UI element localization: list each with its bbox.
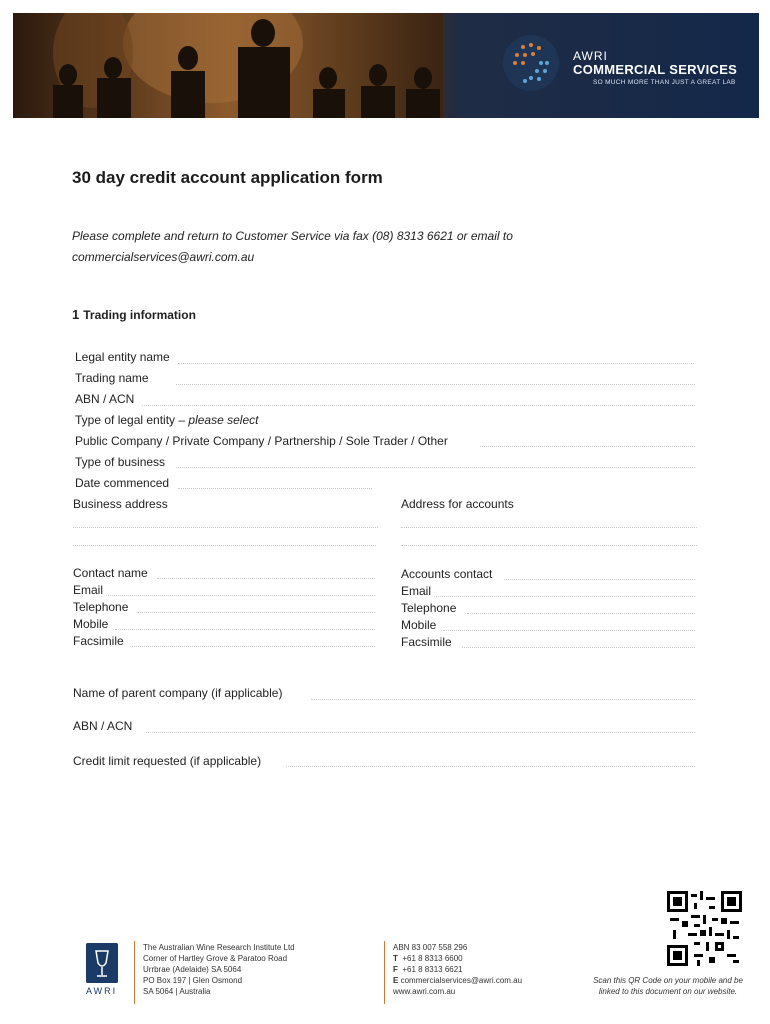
footer-address (143, 942, 295, 997)
intro-line1: Please complete and return to Customer Service via fax (08) 8313 6621 or email to (72, 229, 513, 243)
mobile-left-field[interactable] (115, 629, 375, 630)
business-address-label: Business address (73, 497, 168, 511)
parent-company-field[interactable] (311, 699, 695, 700)
email-label: E (393, 976, 399, 985)
type-legal-entity-text: Type of legal entity – (75, 413, 189, 427)
email-left-field[interactable] (108, 595, 375, 596)
footer-address-line: PO Box 197 | Glen Osmond (143, 976, 243, 985)
telephone-left-field[interactable] (137, 612, 375, 613)
accounts-contact-field[interactable] (504, 579, 695, 580)
intro-text (72, 226, 632, 268)
footer-phone (393, 953, 522, 964)
type-of-business-field[interactable] (176, 467, 695, 468)
facsimile-left-label: Facsimile (73, 634, 124, 648)
footer-fax (393, 964, 522, 975)
date-commenced-label: Date commenced (75, 476, 170, 490)
footer-logo-text: AWRI (86, 986, 118, 996)
brand-line2: COMMERCIAL SERVICES (573, 62, 738, 77)
brand-tagline: SO MUCH MORE THAN JUST A GREAT LAB (593, 79, 736, 86)
footer-address-line: Urrbrae (Adelaide) SA 5064 (143, 965, 242, 974)
abn-acn-2-field[interactable] (146, 732, 695, 733)
parent-company-label: Name of parent company (if applicable) (73, 686, 283, 700)
qr-caption-line2: linked to this document on our website. (598, 987, 738, 996)
trading-name-field[interactable] (176, 384, 695, 385)
footer-divider-2 (384, 941, 385, 1004)
facsimile-right-label: Facsimile (401, 635, 452, 649)
address-for-accounts-label: Address for accounts (401, 497, 514, 511)
date-commenced-field[interactable] (178, 488, 372, 489)
awri-globe-icon (501, 33, 561, 93)
credit-limit-label: Credit limit requested (if applicable) (73, 754, 262, 768)
facsimile-left-field[interactable] (132, 646, 375, 647)
telephone-left-label: Telephone (73, 600, 129, 614)
section-label: Trading information (83, 308, 196, 322)
contact-name-field[interactable] (157, 578, 375, 579)
email-right-field[interactable] (436, 596, 695, 597)
accounts-address-field-2[interactable] (401, 545, 697, 546)
facsimile-right-field[interactable] (462, 647, 695, 648)
abn-acn-field[interactable] (142, 405, 695, 406)
legal-entity-name-field[interactable] (178, 363, 694, 364)
footer-abn: ABN 83 007 558 296 (393, 943, 468, 952)
qr-caption (584, 975, 752, 997)
phone-value: +61 8 8313 6600 (402, 954, 463, 963)
entity-options[interactable]: Public Company / Private Company / Partnership / Sole Trader / Other (75, 434, 448, 448)
footer-divider-1 (134, 941, 135, 1004)
accounts-address-field-1[interactable] (401, 527, 697, 528)
fax-label: F (393, 965, 398, 974)
business-address-field-1[interactable] (73, 527, 378, 528)
banner-photo (13, 13, 443, 118)
please-select-note: please select (188, 413, 259, 427)
fax-value: +61 8 8313 6621 (402, 965, 463, 974)
abn-acn-2-label: ABN / ACN (73, 719, 133, 733)
email-right-label: Email (401, 584, 432, 598)
telephone-right-label: Telephone (401, 601, 457, 615)
entity-options-field[interactable] (480, 446, 695, 447)
page-title: 30 day credit account application form (72, 168, 383, 187)
email-link[interactable]: commercialservices@awri.com.au (400, 976, 523, 985)
qr-caption-line1: Scan this QR Code on your mobile and be (593, 976, 743, 985)
email-left-label: Email (73, 583, 104, 597)
mobile-left-label: Mobile (73, 617, 109, 631)
footer-contact (393, 942, 522, 997)
header-banner (13, 13, 759, 118)
footer-address-line: The Australian Wine Research Institute Ltd (143, 943, 295, 952)
footer-website[interactable]: www.awri.com.au (393, 987, 456, 996)
footer-address-line: Corner of Hartley Grove & Paratoo Road (143, 954, 288, 963)
qr-code-icon[interactable] (667, 891, 742, 966)
telephone-right-field[interactable] (467, 613, 695, 614)
accounts-contact-label: Accounts contact (401, 567, 493, 581)
section-number: 1 (72, 307, 80, 322)
abn-acn-label: ABN / ACN (75, 392, 135, 406)
type-legal-entity-label (75, 413, 258, 427)
trading-name-label: Trading name (75, 371, 149, 385)
phone-label: T (393, 954, 398, 963)
footer-email (393, 975, 522, 986)
section-heading (72, 307, 196, 322)
legal-entity-name-label: Legal entity name (75, 350, 170, 364)
brand-line1: AWRI (573, 49, 608, 63)
footer-address-line: SA 5064 | Australia (143, 987, 211, 996)
type-of-business-label: Type of business (75, 455, 166, 469)
contact-name-label: Contact name (73, 566, 148, 580)
awri-logo-icon (86, 943, 118, 983)
credit-limit-field[interactable] (286, 766, 695, 767)
mobile-right-field[interactable] (443, 630, 695, 631)
intro-email: commercialservices@awri.com.au (72, 250, 255, 264)
business-address-field-2[interactable] (73, 545, 376, 546)
mobile-right-label: Mobile (401, 618, 437, 632)
